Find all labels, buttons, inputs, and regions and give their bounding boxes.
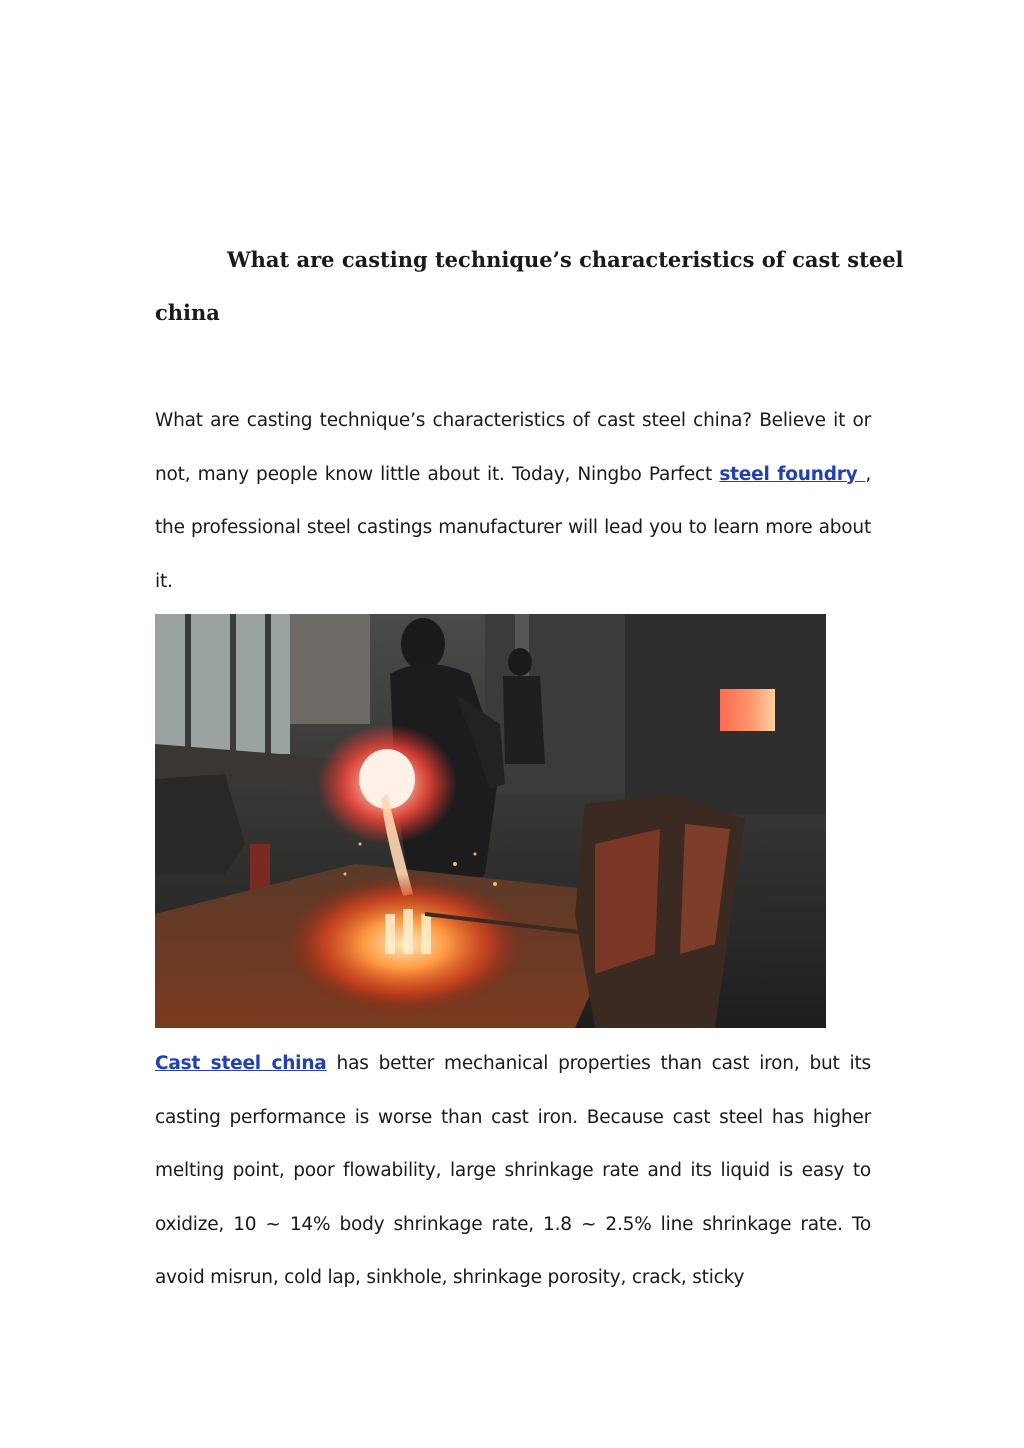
intro-text: What are casting technique’s characteristics of cast steel china? Believe it or not, many people know little about it. Today, Ningbo Parfect: [155, 410, 871, 485]
steel-foundry-link[interactable]: steel foundry: [719, 463, 866, 485]
properties-text: has better mechanical properties than cast iron, but its casting performance is worse than cast iron. Because cast steel has higher melting point, poor flowability, large shrinkage rate and its liquid is easy to oxidize, 10 ~ 14% body shrinkage rate, 1.8 ~ 2.5% line shrinkage rate. To avoid misrun, cold lap, sinkhole, shrinkage porosity, crack, sticky: [155, 1053, 871, 1288]
intro-paragraph: [155, 394, 871, 608]
foundry-pouring-photo: [155, 614, 826, 1028]
intro-text-end: , the professional steel castings manufacturer will lead you to learn more about it.: [155, 463, 871, 592]
document-title-continued: china: [155, 300, 220, 325]
properties-paragraph: [155, 1037, 871, 1305]
document-title: What are casting technique’s characteristics of cast steel: [227, 247, 904, 272]
foundry-pouring-molten-steel-photo-icon: [155, 614, 826, 1028]
cast-steel-china-link[interactable]: Cast steel china: [155, 1053, 327, 1074]
